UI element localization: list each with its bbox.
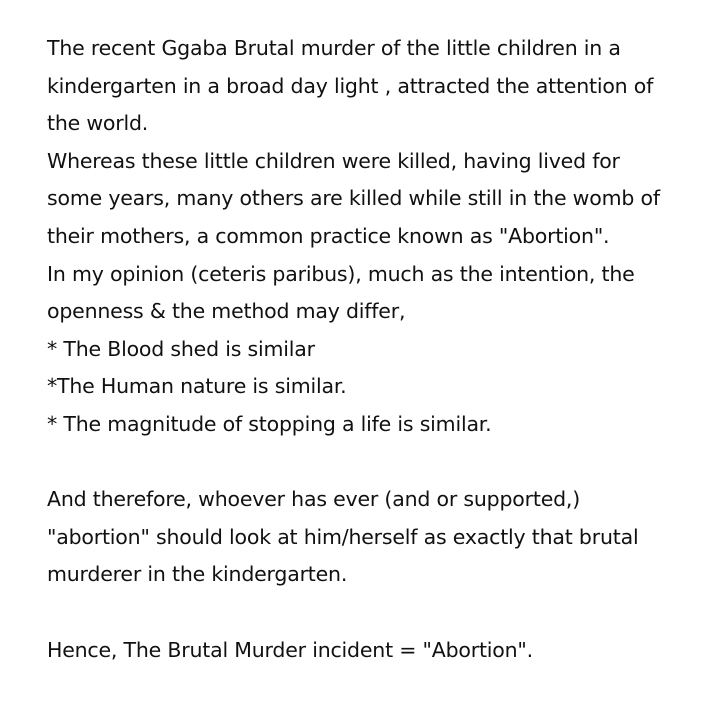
text-line: some years, many others are killed while still in the womb of bbox=[47, 186, 660, 211]
text-line: kindergarten in a broad day light , attracted the attention of bbox=[47, 73, 654, 98]
post-text bbox=[47, 30, 697, 669]
text-line: The recent Ggaba Brutal murder of the little children in a bbox=[47, 36, 621, 60]
bullet-line: * The Blood shed is similar bbox=[47, 336, 315, 361]
conclusion-line: Hence, The Brutal Murder incident = "Abortion". bbox=[47, 637, 533, 662]
paragraph-gap bbox=[47, 444, 697, 482]
text-line: Whereas these little children were killed, having lived for bbox=[47, 148, 620, 173]
paragraph-gap bbox=[47, 594, 697, 632]
text-line: And therefore, whoever has ever (and or supported,) bbox=[47, 487, 581, 512]
bullet-line: * The magnitude of stopping a life is similar. bbox=[47, 411, 492, 436]
text-line: the world. bbox=[47, 111, 149, 136]
text-line: their mothers, a common practice known as "Abortion". bbox=[47, 223, 610, 248]
text-line: "abortion" should look at him/herself as exactly that brutal bbox=[47, 524, 639, 549]
bullet-line: *The Human nature is similar. bbox=[47, 374, 347, 399]
text-line: In my opinion (ceteris paribus), much as the intention, the bbox=[47, 261, 635, 286]
text-line: murderer in the kindergarten. bbox=[47, 562, 348, 587]
text-line: openness & the method may differ, bbox=[47, 299, 406, 324]
